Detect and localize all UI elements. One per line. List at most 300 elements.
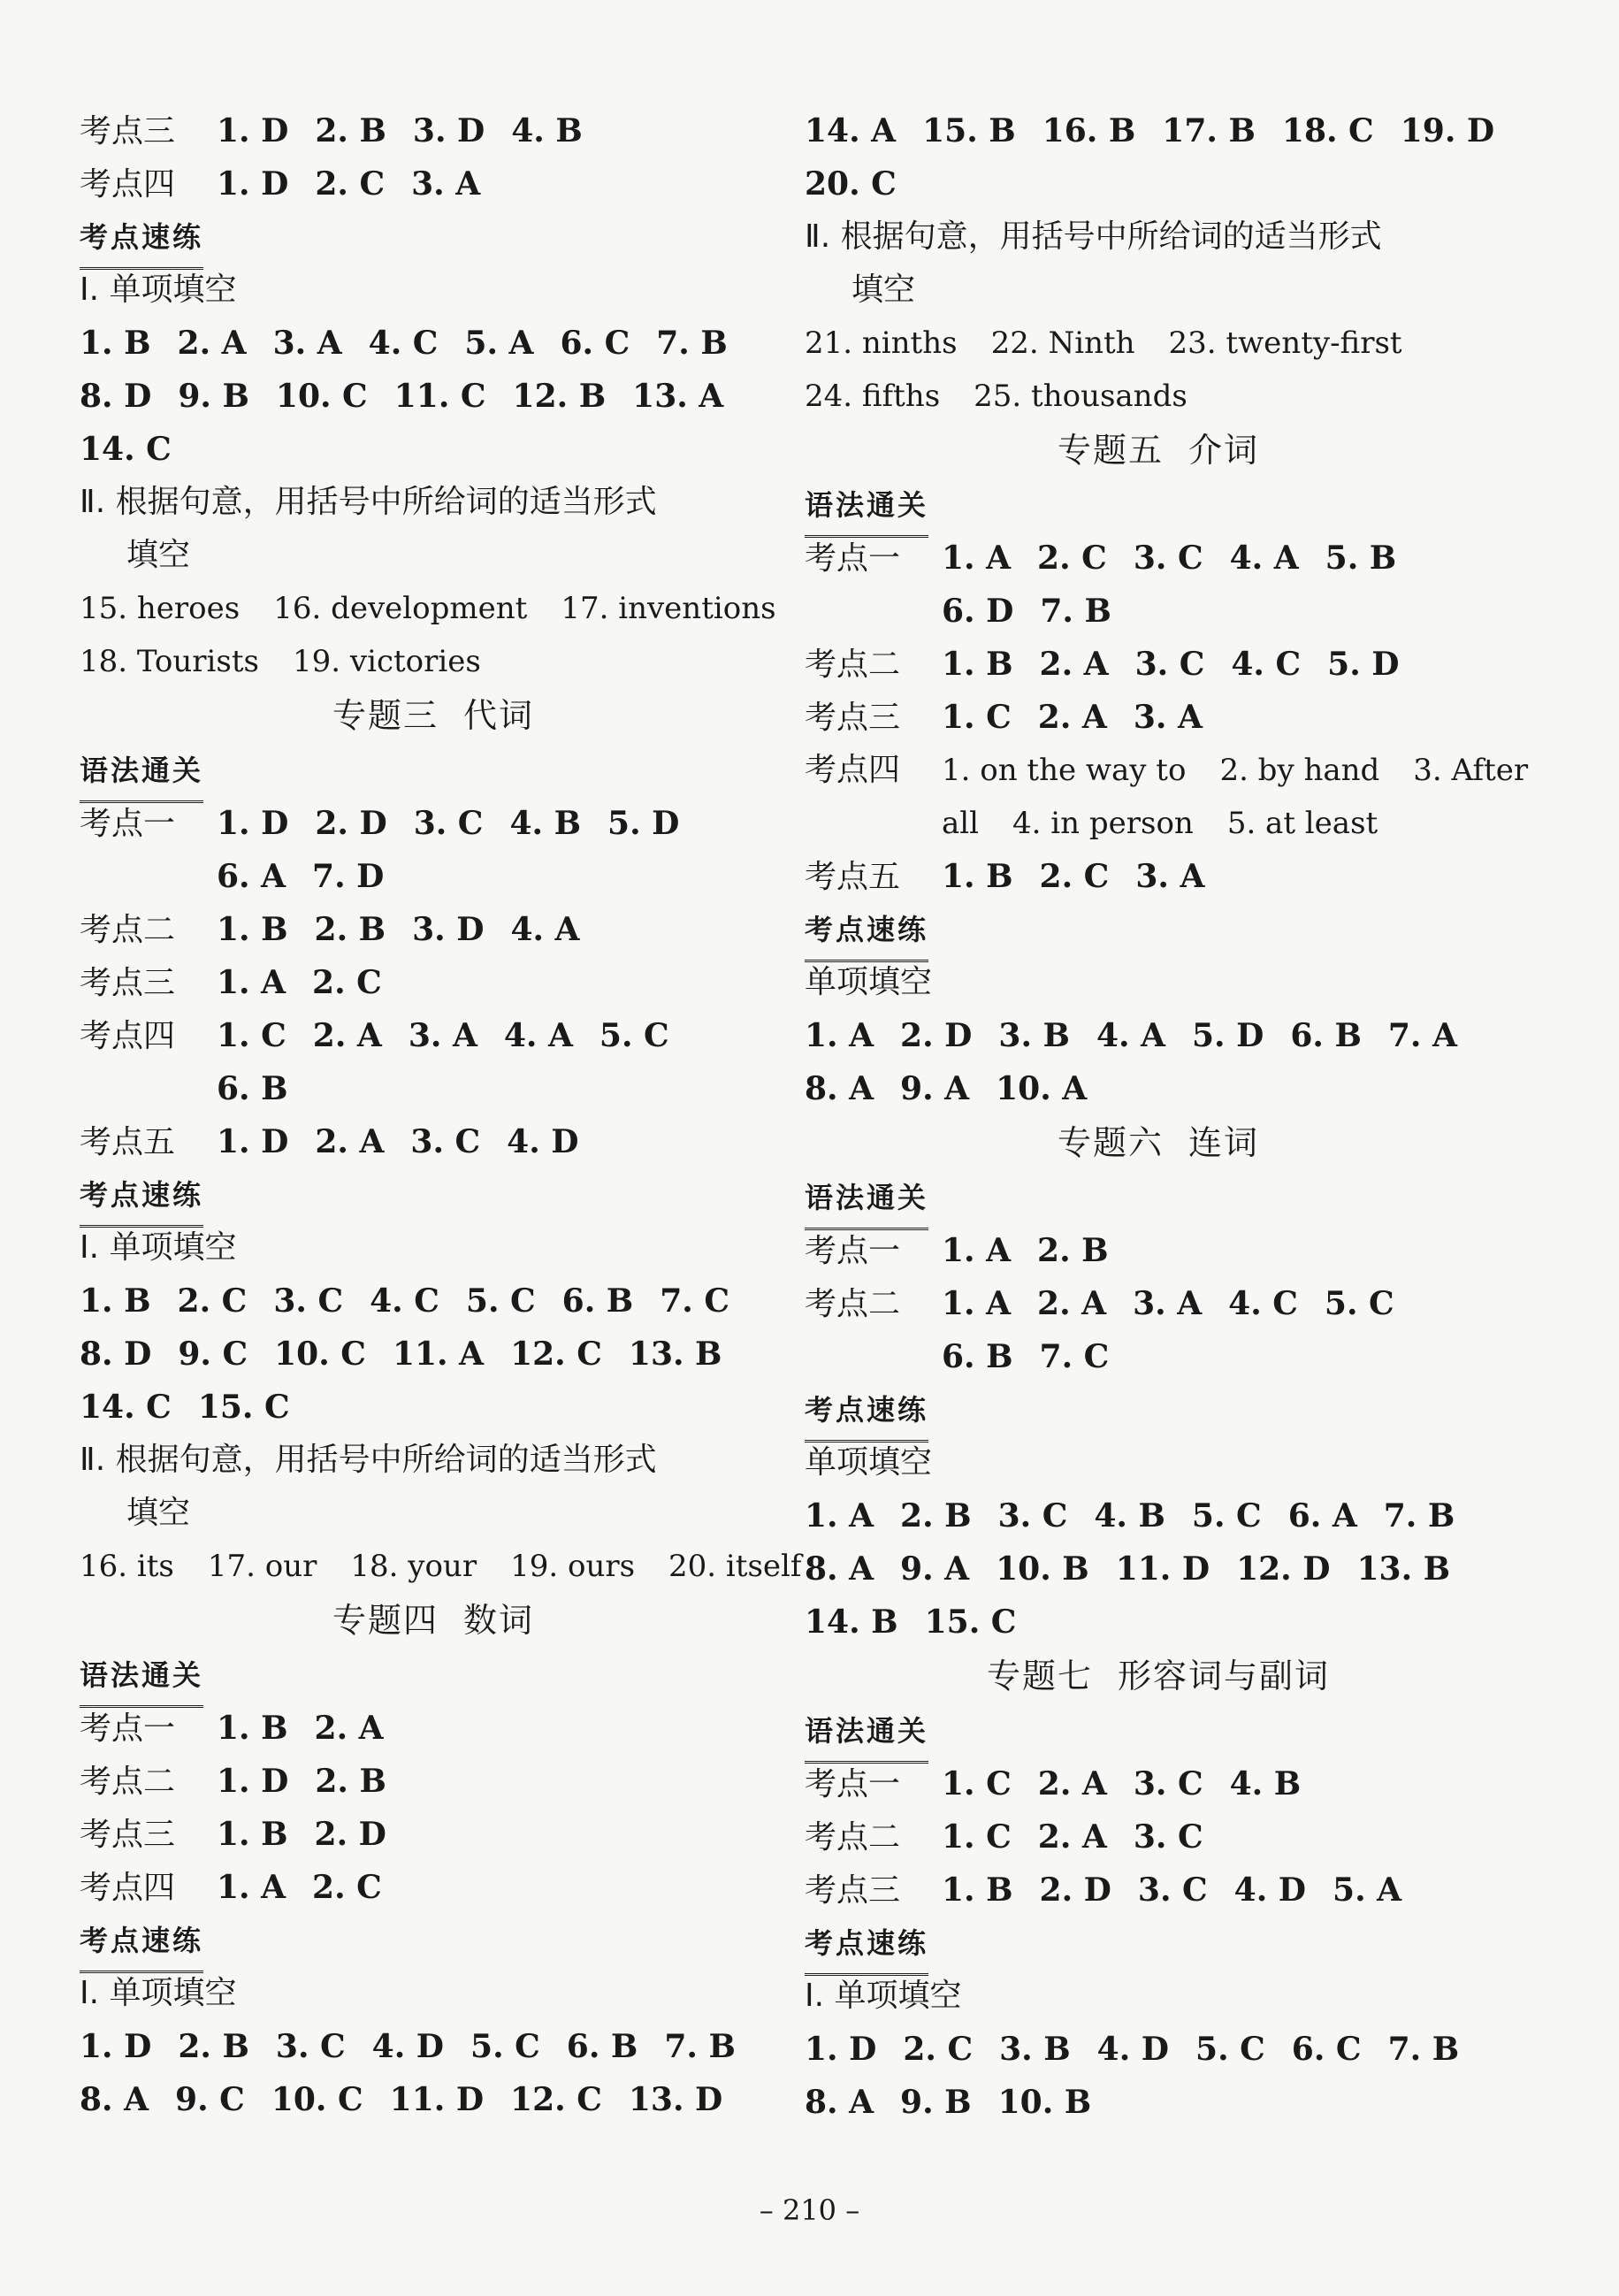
answer-text: 5. C <box>1324 1285 1394 1322</box>
answer-text: 9. A <box>900 1550 970 1588</box>
answer-item <box>562 1274 634 1328</box>
answer-line <box>80 1861 787 1914</box>
answer-text: 16. its <box>80 1549 174 1584</box>
answer-item <box>198 1381 290 1435</box>
exercise-heading: Ⅰ. 单项填空 <box>80 1975 237 2011</box>
answer-item <box>217 1861 286 1915</box>
answer-item <box>664 2020 736 2074</box>
answer-line <box>805 157 1512 210</box>
subsection-header <box>805 903 1512 956</box>
answer-text: 3. A <box>1133 699 1203 736</box>
answer-item <box>1236 1542 1330 1596</box>
answer-text: 24. fifths <box>805 379 941 414</box>
answer-line <box>80 1062 787 1115</box>
kaodian-label: 考点一 <box>80 1711 176 1747</box>
answer-text: 7. B <box>664 2028 736 2065</box>
answer-text: 6. D <box>942 593 1014 630</box>
answer-item <box>510 903 579 957</box>
answer-line <box>80 956 787 1009</box>
answer-item <box>942 638 1013 692</box>
answer-word <box>1413 744 1528 797</box>
answer-text: 11. D <box>389 2081 485 2118</box>
subsection-header <box>805 478 1512 532</box>
answer-item <box>1292 2023 1362 2077</box>
answer-text: 8. D <box>80 378 152 415</box>
kaodian-label: 考点三 <box>80 1817 176 1853</box>
answer-text: 5. C <box>470 2028 540 2065</box>
answer-item <box>217 797 288 851</box>
answer-line <box>80 903 787 956</box>
answer-item <box>410 1115 480 1169</box>
answer-text: 14. C <box>80 1389 172 1426</box>
answer-item <box>509 797 581 851</box>
answer-text: 3. C <box>1137 1871 1208 1909</box>
answer-item <box>1384 1489 1455 1543</box>
answer-line <box>805 1489 1512 1542</box>
answer-text: 3. B <box>998 1017 1070 1054</box>
answer-text: 21. ninths <box>805 325 958 361</box>
answer-line <box>805 1596 1512 1649</box>
answer-text: 10. B <box>996 1550 1089 1588</box>
answer-item <box>1333 1864 1401 1917</box>
answer-item <box>805 1542 874 1596</box>
answer-line <box>805 850 1512 903</box>
answer-line <box>805 1330 1512 1383</box>
answer-item <box>1192 1489 1262 1543</box>
answer-text: 11. C <box>393 378 486 415</box>
answer-line <box>80 1328 787 1381</box>
answer-text: 5. D <box>607 805 680 842</box>
answer-text: 1. A <box>942 540 1012 577</box>
answer-text: 11. A <box>392 1336 485 1373</box>
subsection-tag: 语法通关 <box>80 747 203 803</box>
answer-item <box>1133 1277 1202 1331</box>
section-topic: 介词 <box>1188 431 1260 470</box>
answer-item <box>942 691 1012 745</box>
answer-item <box>996 1062 1087 1116</box>
answer-item <box>900 2076 972 2130</box>
answer-item <box>999 2023 1071 2077</box>
kaodian-label: 考点一 <box>80 806 176 842</box>
answer-text: 3. C <box>275 2028 346 2065</box>
answer-text: 17. inventions <box>561 591 776 626</box>
section-title <box>80 1593 787 1649</box>
answer-word <box>208 1540 317 1593</box>
answer-line <box>80 317 787 370</box>
exercise-heading: Ⅰ. 单项填空 <box>805 1978 962 2014</box>
answer-text: 1. on the way to <box>942 753 1187 788</box>
kaodian-label: 考点二 <box>80 1764 176 1800</box>
answer-item <box>1234 1864 1306 1917</box>
answer-text: 2. by hand <box>1219 753 1380 788</box>
answer-line <box>805 532 1512 585</box>
answer-word <box>350 1540 477 1593</box>
exercise-heading: Ⅱ. 根据句意，用括号中所给词的适当形式 <box>80 1442 657 1478</box>
answer-text: 5. A <box>1333 1871 1402 1909</box>
answer-item <box>510 2073 602 2127</box>
answer-item <box>312 956 382 1010</box>
answer-line <box>80 104 787 157</box>
answer-item <box>996 1542 1089 1596</box>
answer-text: 1. C <box>942 1818 1012 1856</box>
answer-text: 8. A <box>805 1070 874 1107</box>
answer-line <box>805 1757 1512 1810</box>
answer-text: 2. A <box>177 325 247 362</box>
answer-text: 9. B <box>900 2084 972 2121</box>
answer-item <box>369 317 439 371</box>
answer-text: 3. C <box>1133 540 1203 577</box>
answer-item <box>413 104 485 158</box>
answer-item <box>80 2073 149 2127</box>
right-column <box>805 104 1529 2129</box>
section-title <box>805 1115 1512 1171</box>
answer-text: 3. C <box>997 1497 1068 1534</box>
answer-text: 10. B <box>997 2084 1092 2121</box>
answer-line <box>80 582 787 635</box>
answer-item <box>1195 2023 1265 2077</box>
answer-word <box>942 744 1186 797</box>
answer-text: 2. C <box>903 2031 974 2068</box>
section-title <box>805 423 1512 478</box>
subsection-header <box>80 1168 787 1221</box>
answer-text: 3. C <box>413 805 484 842</box>
answer-text: 4. A <box>503 1017 573 1054</box>
answer-item <box>1356 1542 1450 1596</box>
answer-text: all <box>942 806 980 841</box>
answer-line <box>80 1702 787 1755</box>
answer-line <box>805 370 1512 423</box>
answer-item <box>1134 1757 1203 1811</box>
answer-text: 1. A <box>942 1285 1012 1322</box>
exercise-heading-continued: 填空 <box>126 537 191 573</box>
section-title <box>80 688 787 744</box>
answer-item <box>1138 1864 1208 1917</box>
answer-text: 5. C <box>1195 2031 1265 2068</box>
answer-item <box>900 1009 972 1063</box>
kaodian-label: 考点三 <box>805 700 901 736</box>
answer-word <box>293 635 481 688</box>
exercise-heading: Ⅰ. 单项填空 <box>80 272 237 308</box>
answer-text: 3. C <box>1133 1765 1203 1802</box>
answer-text: 4. B <box>511 112 583 149</box>
answer-item <box>390 2073 484 2127</box>
answer-item <box>274 1328 366 1381</box>
answer-text: 2. A <box>1037 1765 1107 1802</box>
section-topic: 数词 <box>463 1601 535 1640</box>
answer-text: 2. A <box>1039 646 1109 683</box>
answer-line <box>80 1115 787 1168</box>
answer-text: 7. B <box>656 325 728 362</box>
answer-text: 3. D <box>412 911 485 948</box>
answer-text: 9. C <box>178 1336 248 1373</box>
answer-item <box>656 317 728 371</box>
answer-item <box>414 797 484 851</box>
answer-item <box>1401 104 1494 158</box>
answer-text: 9. A <box>900 1070 970 1107</box>
exercise-heading: Ⅰ. 单项填空 <box>80 1229 237 1266</box>
answer-text: 23. twenty-first <box>1168 325 1402 361</box>
answer-word <box>805 370 940 423</box>
kaodian-label: 考点一 <box>805 540 901 577</box>
exercise-heading: 单项填空 <box>805 964 933 1000</box>
answer-item <box>178 1274 248 1328</box>
answer-item <box>394 370 486 424</box>
answer-text: 15. C <box>924 1603 1017 1641</box>
answer-word <box>561 582 775 635</box>
answer-text: 5. D <box>1327 646 1400 683</box>
answer-item <box>276 2020 346 2074</box>
subsection-header <box>80 210 787 264</box>
answer-line <box>80 797 787 850</box>
answer-item <box>511 104 583 158</box>
answer-item <box>942 1757 1012 1811</box>
kaodian-label: 考点三 <box>805 1872 901 1909</box>
answer-text: 3. A <box>272 325 342 362</box>
answer-item <box>1231 638 1301 692</box>
answer-text: 10. A <box>996 1070 1088 1107</box>
kaodian-label: 考点四 <box>805 752 901 788</box>
answer-line <box>805 317 1512 370</box>
answer-text: 5. D <box>1191 1017 1264 1054</box>
answer-text: 2. D <box>314 1816 386 1853</box>
answer-line <box>805 691 1512 744</box>
answer-text: 1. B <box>942 646 1013 683</box>
answer-text: 7. B <box>1040 593 1111 630</box>
answer-item <box>1230 1757 1302 1811</box>
answer-text: 11. D <box>1115 1550 1210 1588</box>
answer-text: 4. D <box>1096 2031 1170 2068</box>
answer-item <box>1288 1489 1357 1543</box>
section-topic: 连词 <box>1188 1123 1260 1162</box>
answer-line <box>805 1224 1512 1277</box>
subsection-tag: 语法通关 <box>80 1652 203 1708</box>
answer-item <box>217 157 288 211</box>
answer-line <box>805 104 1512 157</box>
answer-text: 8. A <box>80 2081 149 2118</box>
subsection-tag: 考点速练 <box>805 1387 928 1443</box>
answer-text: 3. C <box>1134 646 1205 683</box>
answer-item <box>607 797 679 851</box>
subsection-header <box>805 1704 1512 1757</box>
section-number: 专题七 <box>986 1657 1093 1695</box>
kaodian-label: 考点二 <box>80 912 176 948</box>
answer-item <box>632 370 723 424</box>
answer-item <box>315 1115 384 1169</box>
answer-line <box>805 1864 1512 1917</box>
answer-text: 12. D <box>1236 1550 1331 1588</box>
exercise-heading: Ⅱ. 根据句意，用括号中所给词的适当形式 <box>805 218 1382 255</box>
answer-line <box>805 585 1512 638</box>
answer-item <box>599 1009 669 1063</box>
answer-text: 12. C <box>510 2081 602 2118</box>
answer-text: 3. B <box>999 2031 1071 2068</box>
answer-item <box>805 1062 874 1116</box>
answer-text: 17. B <box>1162 112 1256 149</box>
kaodian-label: 考点四 <box>80 166 176 203</box>
answer-text: 4. C <box>1231 646 1302 683</box>
answer-text: 9. C <box>175 2081 245 2118</box>
answer-item <box>1037 532 1107 585</box>
answer-word <box>974 370 1188 423</box>
answer-word <box>80 582 240 635</box>
answer-item <box>567 2020 638 2074</box>
answer-item <box>217 1702 288 1756</box>
section-title <box>805 1649 1512 1704</box>
answer-line <box>805 2076 1512 2129</box>
answer-text: 1. D <box>217 1763 289 1800</box>
answer-text: 4. C <box>370 1282 439 1320</box>
answer-text: 18. Tourists <box>80 644 259 679</box>
answer-item <box>629 2073 722 2127</box>
answer-item <box>900 1542 969 1596</box>
answer-text: 3. A <box>411 165 481 203</box>
answer-item <box>178 317 247 371</box>
answer-text: 3. A <box>408 1017 477 1054</box>
subsection-tag: 考点速练 <box>80 1172 203 1228</box>
answer-text: 22. Ninth <box>990 325 1135 361</box>
answer-item <box>370 1274 439 1328</box>
answer-text: 6. B <box>561 1282 634 1320</box>
answer-text: 3. After <box>1413 753 1529 788</box>
answer-text: 4. in person <box>1012 806 1194 841</box>
answer-text: 3. C <box>1133 1818 1203 1856</box>
answer-item <box>271 2073 363 2127</box>
answer-item <box>560 317 630 371</box>
answer-item <box>504 1009 573 1063</box>
answer-item <box>1325 532 1397 585</box>
answer-text: 7. C <box>660 1282 729 1320</box>
answer-text: 15. B <box>922 112 1016 149</box>
answer-item <box>942 532 1011 585</box>
answer-text: 1. B <box>80 325 151 362</box>
answer-text: 15. heroes <box>80 591 241 626</box>
answer-item <box>925 1596 1017 1649</box>
answer-text: 4. A <box>510 911 580 948</box>
answer-text: 2. C <box>315 165 386 203</box>
answer-text: 1. C <box>942 699 1012 736</box>
answer-text: 19. victories <box>292 644 481 679</box>
answer-text: 19. ours <box>510 1549 636 1584</box>
left-column <box>80 104 802 2126</box>
answer-item <box>900 1062 969 1116</box>
answer-text: 1. D <box>217 805 289 842</box>
subsection-tag: 考点速练 <box>805 907 928 962</box>
subsection-header <box>805 1171 1512 1224</box>
answer-text: 2. A <box>315 1123 385 1160</box>
answer-text: 4. D <box>371 2028 445 2065</box>
answer-text: 1. C <box>942 1765 1012 1802</box>
answer-text: 2. A <box>1037 1818 1107 1856</box>
answer-text: 2. D <box>315 805 387 842</box>
answer-item <box>315 1755 386 1809</box>
answer-line <box>805 2023 1512 2076</box>
answer-text: 6. B <box>1290 1017 1362 1054</box>
answer-item <box>217 903 288 957</box>
answer-item <box>1040 1330 1110 1384</box>
answer-text: 1. B <box>80 1282 151 1320</box>
answer-text: 13. B <box>1356 1550 1451 1588</box>
answer-item <box>1192 1009 1264 1063</box>
answer-text: 1. A <box>217 964 286 1001</box>
answer-word <box>510 1540 635 1593</box>
kaodian-label: 考点一 <box>805 1766 901 1802</box>
subsection-tag: 考点速练 <box>80 214 203 270</box>
answer-item <box>1327 638 1399 692</box>
answer-text: 3. A <box>1135 858 1205 895</box>
answer-item <box>80 2020 151 2074</box>
answer-item <box>315 104 386 158</box>
answer-text: 4. B <box>1094 1497 1165 1534</box>
answer-line <box>80 1274 787 1328</box>
answer-word <box>80 1540 174 1593</box>
answer-item <box>1282 104 1374 158</box>
answer-text: 4. A <box>1096 1017 1165 1054</box>
answer-text: 6. C <box>1291 2031 1362 2068</box>
answer-text: 6. A <box>1287 1497 1357 1534</box>
answer-item <box>312 850 384 904</box>
answer-item <box>1135 850 1204 904</box>
answer-item <box>217 1009 286 1063</box>
answer-line <box>80 1808 787 1861</box>
answer-item <box>1094 1489 1165 1543</box>
answer-item <box>942 1810 1012 1864</box>
answer-text: 1. D <box>217 112 289 149</box>
answer-item <box>903 2023 973 2077</box>
answer-text: 2. C <box>1039 858 1110 895</box>
answer-text: 6. A <box>217 858 286 895</box>
answer-text: 14. B <box>805 1603 898 1641</box>
kaodian-label: 考点一 <box>805 1233 901 1269</box>
answer-text: 4. B <box>509 805 582 842</box>
answer-item <box>273 1274 343 1328</box>
answer-text: 1. A <box>805 1497 874 1534</box>
answer-text: 12. B <box>512 378 607 415</box>
answer-text: 5. B <box>1325 540 1397 577</box>
answer-item <box>313 1009 382 1063</box>
answer-line <box>80 635 787 688</box>
answer-text: 2. B <box>315 1763 386 1800</box>
answer-text: 18. C <box>1281 112 1374 149</box>
answer-text: 2. A <box>1037 1285 1107 1322</box>
answer-item <box>1134 691 1203 745</box>
answer-item <box>1040 850 1110 904</box>
answer-text: 19. D <box>1400 112 1495 149</box>
answer-item <box>372 2020 444 2074</box>
answer-line <box>80 1540 802 1593</box>
answer-item <box>217 850 286 904</box>
answer-text: 13. A <box>632 378 724 415</box>
answer-item <box>276 370 368 424</box>
answer-text: 5. C <box>465 1282 536 1320</box>
answer-item <box>1230 532 1299 585</box>
answer-item <box>464 317 533 371</box>
answer-line <box>805 1062 1512 1115</box>
answer-text: 15. C <box>197 1389 290 1426</box>
answer-item <box>805 2023 876 2077</box>
answer-text: 8. D <box>80 1336 152 1373</box>
answer-item <box>1038 1810 1107 1864</box>
answer-item <box>1038 1757 1107 1811</box>
answer-item <box>1290 1009 1362 1063</box>
subsection-tag: 语法通关 <box>805 482 928 538</box>
section-topic: 形容词与副词 <box>1118 1657 1331 1695</box>
answer-item <box>80 317 151 371</box>
answer-item <box>942 1224 1011 1278</box>
answer-item <box>80 423 172 477</box>
subsection-tag: 语法通关 <box>805 1175 928 1230</box>
answer-item <box>80 1328 151 1381</box>
answer-text: 4. C <box>1228 1285 1298 1322</box>
